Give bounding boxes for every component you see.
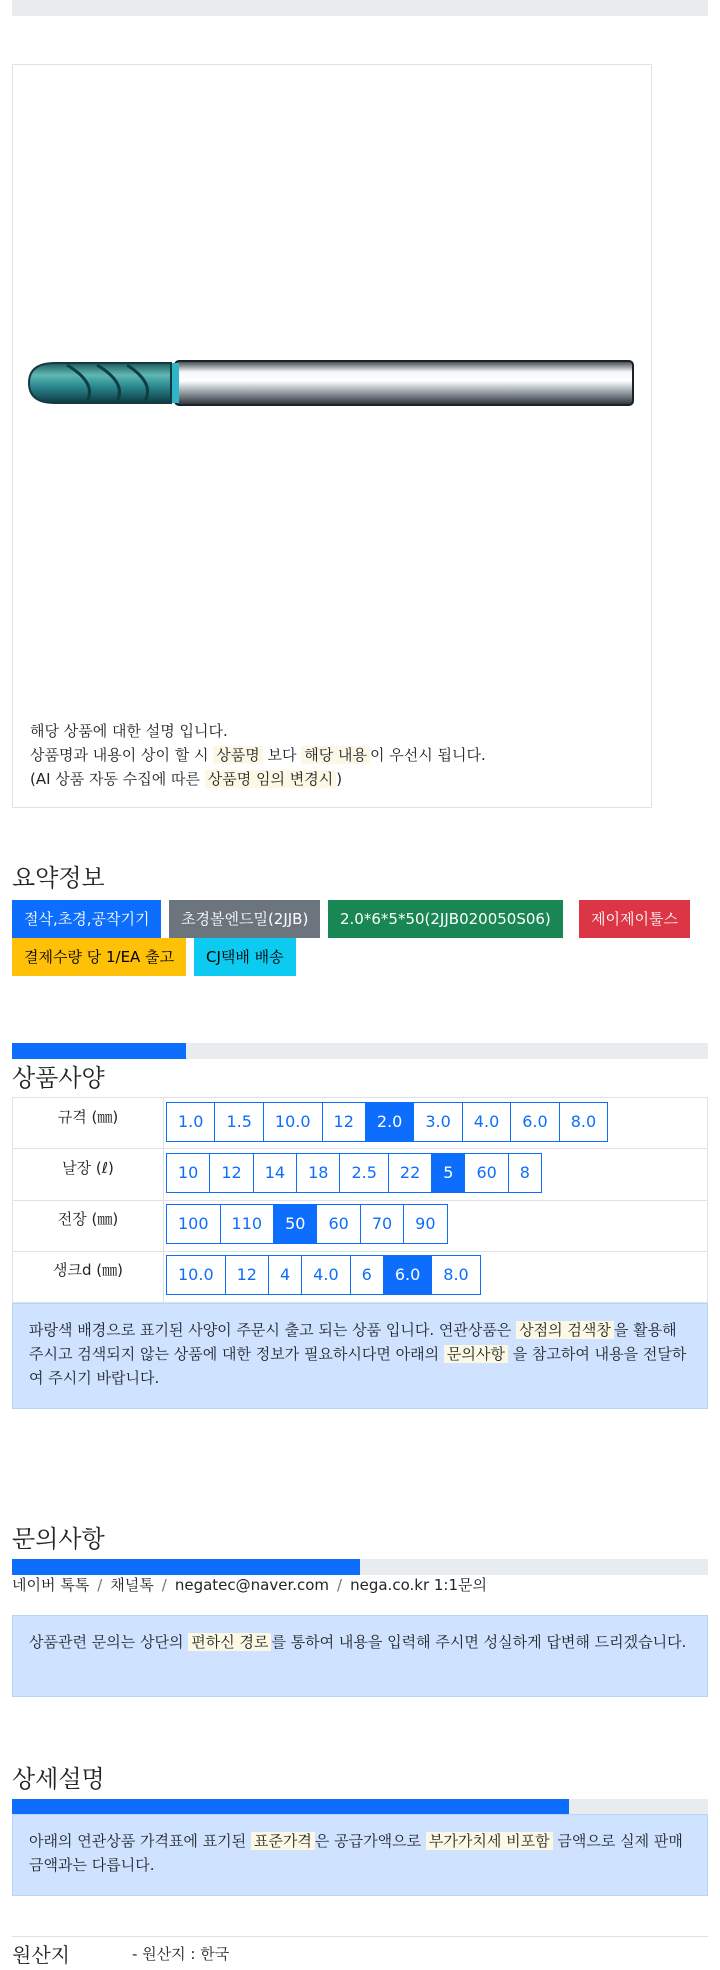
description-line-3 xyxy=(30,767,486,791)
specs-title: 상품사양 xyxy=(12,1064,105,1092)
badge-shipping: CJ택배 배송 xyxy=(194,938,296,976)
spec-option-button[interactable]: 60 xyxy=(316,1204,360,1244)
spec-option-button[interactable]: 90 xyxy=(403,1204,447,1244)
spec-option-button[interactable]: 60 xyxy=(464,1153,508,1193)
spec-option-button[interactable]: 5 xyxy=(431,1153,465,1193)
highlight-content: 해당 내용 xyxy=(301,746,370,764)
spec-option-button[interactable]: 12 xyxy=(225,1255,269,1295)
spec-label: 전장 (㎜) xyxy=(13,1200,164,1251)
spec-option-button[interactable]: 10.0 xyxy=(263,1102,323,1142)
specs-progress xyxy=(12,1043,708,1059)
spec-table xyxy=(12,1097,708,1303)
highlight-route: 편하신 경로 xyxy=(188,1633,271,1651)
summary-title: 요약정보 xyxy=(12,864,105,892)
spec-row-overall-length xyxy=(12,1200,708,1252)
spec-option-button[interactable]: 3.0 xyxy=(413,1102,462,1142)
spec-option-button[interactable]: 110 xyxy=(220,1204,275,1244)
contact-email[interactable]: negatec@naver.com xyxy=(174,1576,330,1594)
notice-text: 를 통하여 내용을 입력해 주시면 성실하게 답변해 드리겠습니다. xyxy=(271,1633,687,1651)
description-text: ) xyxy=(336,770,343,788)
spec-option-button[interactable]: 1.5 xyxy=(214,1102,263,1142)
spec-option-button[interactable]: 10 xyxy=(166,1153,210,1193)
specs-notice xyxy=(12,1303,708,1409)
origin-value: - 원산지 : 한국 xyxy=(132,1945,230,1963)
spec-options xyxy=(167,1102,608,1142)
spec-option-button[interactable]: 6.0 xyxy=(383,1255,432,1295)
badge-category: 절삭,초경,공작기기 xyxy=(12,900,161,938)
spec-row-shank xyxy=(12,1251,708,1303)
separator: / xyxy=(337,1576,343,1594)
contact-naver-talk[interactable]: 네이버 톡톡 xyxy=(12,1576,90,1594)
detail-progress-fill xyxy=(12,1799,569,1815)
highlight-standard-price: 표준가격 xyxy=(251,1832,315,1850)
notice-text: 상품관련 문의는 상단의 xyxy=(29,1633,189,1651)
spec-options xyxy=(167,1153,542,1193)
detail-notice xyxy=(12,1814,708,1896)
spec-option-button[interactable]: 70 xyxy=(360,1204,404,1244)
spec-option-button[interactable]: 8 xyxy=(508,1153,542,1193)
spec-options xyxy=(167,1204,448,1244)
spec-options xyxy=(167,1255,481,1295)
inquiry-title: 문의사항 xyxy=(12,1525,105,1553)
spec-option-button[interactable]: 6 xyxy=(350,1255,384,1295)
description-text: 상품명과 내용이 상이 할 시 xyxy=(30,746,214,764)
spec-option-button[interactable]: 50 xyxy=(273,1204,317,1244)
description-line-2 xyxy=(30,743,486,767)
product-image-card xyxy=(12,64,652,808)
badge-model: 초경볼엔드밀(2JJB) xyxy=(169,900,320,938)
specs-progress-fill xyxy=(12,1043,186,1059)
highlight-inquiry: 문의사항 xyxy=(444,1345,508,1363)
notice-text: 은 공급가액으로 xyxy=(314,1832,426,1850)
spec-option-button[interactable]: 2.5 xyxy=(339,1153,388,1193)
spec-option-button[interactable]: 1.0 xyxy=(166,1102,215,1142)
highlight-name-change: 상품명 임의 변경시 xyxy=(205,770,336,788)
product-description xyxy=(30,719,486,791)
notice-text: 금액으로 실제 판매금액과는 다릅니다. xyxy=(29,1832,683,1874)
spec-option-button[interactable]: 22 xyxy=(388,1153,432,1193)
spec-option-button[interactable]: 18 xyxy=(296,1153,340,1193)
spec-label: 생크d (㎜) xyxy=(13,1251,164,1302)
ball-end-mill-image xyxy=(27,355,637,415)
spec-row-flute-length xyxy=(12,1149,708,1201)
inquiry-progress-fill xyxy=(12,1559,360,1575)
highlight-search: 상점의 검색창 xyxy=(516,1321,614,1339)
spec-option-button[interactable]: 100 xyxy=(166,1204,221,1244)
contact-list xyxy=(12,1574,487,1595)
badge-quantity: 결제수량 당 1/EA 출고 xyxy=(12,938,186,976)
detail-title: 상세설명 xyxy=(12,1765,105,1793)
spec-row-size xyxy=(12,1097,708,1149)
description-text: (AI 상품 자동 수집에 따른 xyxy=(30,770,205,788)
notice-text: 을 활용해 주시고 검색되지 않는 상품에 대한 정보가 필요하시다면 아래의 xyxy=(29,1321,677,1363)
description-text: 보다 xyxy=(262,746,302,764)
contact-channel-talk[interactable]: 채널톡 xyxy=(110,1576,154,1594)
spec-option-button[interactable]: 10.0 xyxy=(166,1255,226,1295)
spec-option-button[interactable]: 12 xyxy=(322,1102,366,1142)
inquiry-notice xyxy=(12,1615,708,1697)
notice-text: 아래의 연관상품 가격표에 표기된 xyxy=(29,1832,251,1850)
top-placeholder-bar xyxy=(12,0,708,16)
spec-option-button[interactable]: 12 xyxy=(209,1153,253,1193)
notice-text: 파랑색 배경으로 표기된 사양이 주문시 출고 되는 상품 입니다. 연관상품은 xyxy=(29,1321,517,1339)
detail-progress xyxy=(12,1799,708,1815)
spec-option-button[interactable]: 4.0 xyxy=(301,1255,350,1295)
notice-text: 을 참고하여 내용을 전달하여 주시기 바랍니다. xyxy=(29,1345,687,1387)
spec-option-button[interactable]: 8.0 xyxy=(431,1255,480,1295)
description-line-1: 해당 상품에 대한 설명 입니다. xyxy=(30,722,228,740)
spec-option-button[interactable]: 8.0 xyxy=(559,1102,608,1142)
separator: / xyxy=(161,1576,167,1594)
separator: / xyxy=(97,1576,103,1594)
origin-label: 원산지 xyxy=(12,1943,70,1967)
badge-spec-code: 2.0*6*5*50(2JJB020050S06) xyxy=(328,900,563,938)
contact-website[interactable]: nega.co.kr 1:1문의 xyxy=(350,1576,487,1594)
spec-label: 규격 (㎜) xyxy=(13,1098,164,1149)
spec-option-button[interactable]: 2.0 xyxy=(365,1102,414,1142)
spec-option-button[interactable]: 14 xyxy=(253,1153,297,1193)
spec-option-button[interactable]: 4.0 xyxy=(462,1102,511,1142)
spec-label: 날장 (ℓ) xyxy=(13,1149,164,1200)
origin-row xyxy=(12,1936,708,1970)
highlight-vat: 부가가치세 비포함 xyxy=(426,1832,553,1850)
spec-option-button[interactable]: 4 xyxy=(268,1255,302,1295)
description-text: 이 우선시 됩니다. xyxy=(369,746,486,764)
highlight-product-name: 상품명 xyxy=(213,746,262,764)
inquiry-progress xyxy=(12,1559,708,1575)
spec-option-button[interactable]: 6.0 xyxy=(510,1102,559,1142)
badge-brand: 제이제이툴스 xyxy=(579,900,690,938)
